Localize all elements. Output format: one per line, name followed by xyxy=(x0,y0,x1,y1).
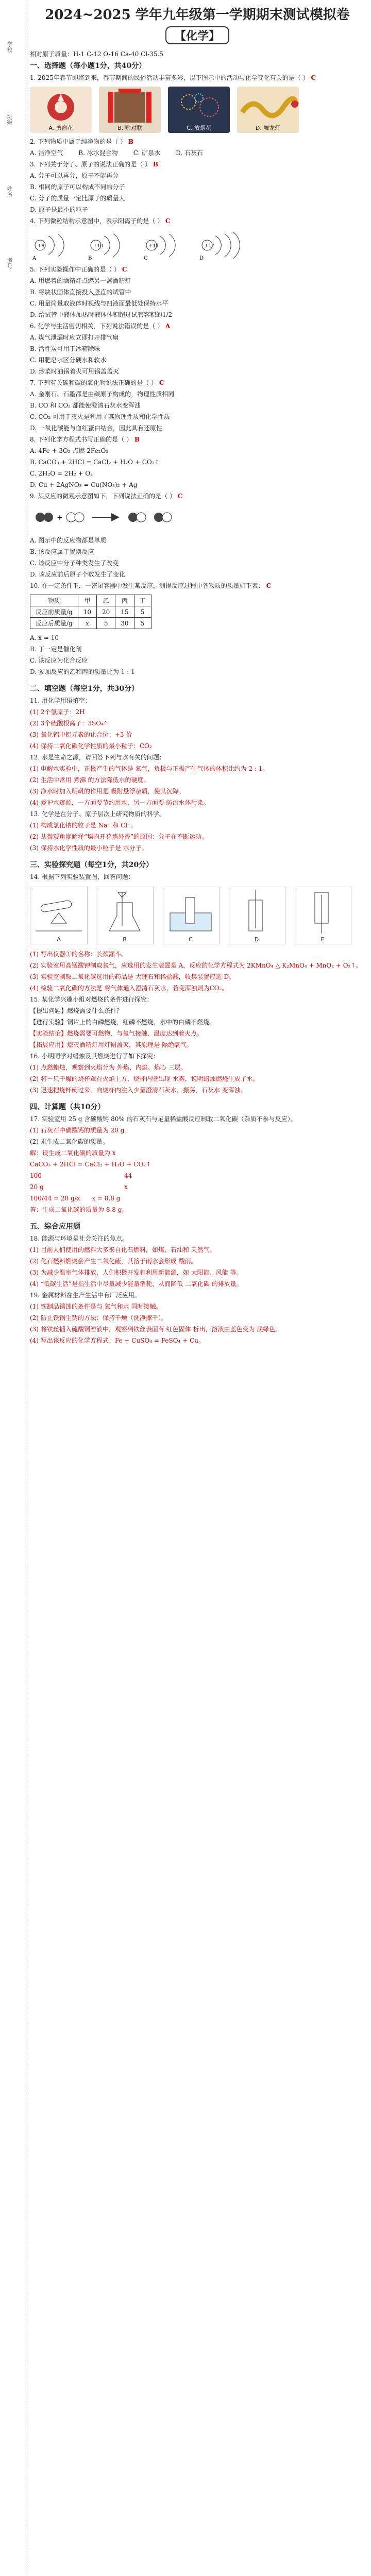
option-a: A. 洁净空气 xyxy=(30,149,63,157)
option-d: D. 石灰石 xyxy=(176,149,203,157)
answer-line: 【实验结论】燃烧需要可燃物、与氧气接触、温度达到着火点。 xyxy=(30,1030,204,1037)
question-1-text: 1. 2025年春节即将到来，春节期间的民俗活动丰富多彩，以下图示中的活动与化学变化有关的是（ ） xyxy=(30,74,309,81)
table-header: 丙 xyxy=(115,595,134,606)
answer-line: (2) 求生成二氧化碳的质量。 xyxy=(30,1138,109,1145)
table-header: 物质 xyxy=(30,595,78,606)
option-line: D. 给试管中液体加热时液体体积超过试管容积的1/2 xyxy=(30,311,173,318)
svg-text:+: + xyxy=(57,514,63,522)
answer-line: CaCO₃ + 2HCl = CaCl₂ + H₂O + CO₂↑ xyxy=(30,1161,151,1168)
flask-funnel-icon xyxy=(96,887,153,936)
answer-line: (4) 写出该反应的化学方程式：Fe + CuSO₄ = FeSO₄ + Cu。 xyxy=(30,1337,205,1344)
apparatus-label: D xyxy=(254,936,259,943)
option-line: B. CaCO₃ + 2HCl = CaCl₂ + H₂O + CO₂↑ xyxy=(30,459,160,466)
table-header: 丁 xyxy=(134,595,151,606)
svg-text:+11: +11 xyxy=(149,244,159,249)
question-2-options xyxy=(30,147,365,159)
apparatus-row xyxy=(30,887,365,944)
question-6-text: 6. 化学与生活密切相关，下列说法错误的是（ ） xyxy=(30,323,164,330)
option-line: D. Cu + 2AgNO₃ = Cu(NO₃)₂ + Ag xyxy=(30,481,138,488)
section-5-title: 五、综合应用题 xyxy=(30,1223,80,1231)
question-4-answer: C xyxy=(165,217,171,225)
answer-line: (1) 构成氯化钠的粒子是 Na⁺ 和 Cl⁻。 xyxy=(30,822,137,829)
table-cell: 30 xyxy=(115,618,134,629)
answer-line: 100/44 = 20 g/x x = 8.8 g xyxy=(30,1195,121,1202)
table-cell: 5 xyxy=(134,606,151,618)
sidebar xyxy=(0,0,25,2576)
option-line: D. 参加反应的乙和丙的质量比为 1 : 1 xyxy=(30,668,135,675)
question-19-stem: 19. 金属材料在生产生活中有广泛应用。 xyxy=(30,1292,141,1299)
question-7-answer: C xyxy=(159,379,164,386)
question-7-stem xyxy=(30,377,365,388)
option-line: B. 丁一定是催化剂 xyxy=(30,646,82,653)
question-2-answer: B xyxy=(128,138,134,145)
answer-line: (3) 氧化铝中铝元素的化合价：+3 价 xyxy=(30,731,132,738)
upward-collection-icon xyxy=(228,887,285,936)
option-line: C. CO₂ 可用于灭火是利用了其物理性质和化学性质 xyxy=(30,413,171,420)
atom-diagram-a xyxy=(30,230,76,261)
option-line: A. 金刚石、石墨都是由碳原子构成的，物理性质相同 xyxy=(30,391,175,398)
question-7-text: 7. 下列有关碳和碳的氧化物说法正确的是（ ） xyxy=(30,379,158,386)
option-line: C. 分子的质量一定比原子的质量大 xyxy=(30,195,125,202)
question-9-answer: C xyxy=(177,493,183,500)
question-2-stem xyxy=(30,136,365,147)
figure-dragon-dance xyxy=(237,87,299,133)
question-16-stem: 16. 小明同学对蜡烛及其燃烧进行了如下探究： xyxy=(30,1053,159,1060)
answer-line: (2) 化石燃料燃烧会产生二氧化硫，其溶于雨水会形成 酸雨。 xyxy=(30,1258,197,1265)
option-line: A. 图示中的反应物都是单质 xyxy=(30,537,107,544)
question-3-text: 3. 下列关于分子、原子的说法正确的是（ ） xyxy=(30,161,151,168)
answer-line: (1) 铁制品锈蚀的条件是与 氧气和水 同时接触。 xyxy=(30,1303,162,1310)
table-row xyxy=(30,618,151,629)
answer-line: 解：设生成二氧化碳的质量为 x xyxy=(30,1149,116,1157)
apparatus-e xyxy=(294,887,351,944)
question-6-stem xyxy=(30,320,365,332)
question-1-answer: C xyxy=(311,74,316,81)
apparatus-b xyxy=(96,887,154,944)
answer-line: (2) 3个硫酸根离子：3SO₄²⁻ xyxy=(30,720,110,727)
atom-diagram-b xyxy=(86,230,132,261)
svg-text:C: C xyxy=(144,256,148,261)
figure-caption: B. 贴对联 xyxy=(117,125,142,131)
question-15-stem: 15. 某化学兴趣小组对燃烧的条件进行探究： xyxy=(30,996,153,1003)
option-line: A. 4Fe + 3O₂ 点燃 2Fe₂O₃ xyxy=(30,447,109,454)
section-3-title: 三、实验探究题（每空1分，共20分） xyxy=(30,861,154,869)
question-2-text: 2. 下列物质中属于纯净物的是（ ） xyxy=(30,138,127,145)
answer-line: (4) 保持二氧化碳化学性质的最小粒子：CO₂ xyxy=(30,742,152,750)
option-line: C. 用肥皂水区分硬水和软水 xyxy=(30,357,107,364)
question-9-text: 9. 某反应的微观示意图如下，下列说法正确的是（ ） xyxy=(30,493,176,500)
question-1-stem xyxy=(30,72,365,83)
molecule-reaction-diagram xyxy=(30,502,246,533)
apparatus-label: C xyxy=(189,936,193,943)
figure-caption: D. 舞龙灯 xyxy=(255,125,281,131)
option-line: C. 该反应中分子种类发生了改变 xyxy=(30,560,119,567)
figure-caption: C. 放烟花 xyxy=(187,125,211,131)
table-row xyxy=(30,606,151,618)
question-6-answer: A xyxy=(165,323,171,330)
option-line: B. 该反应属于置换反应 xyxy=(30,548,94,555)
sidebar-name-label: 姓名 xyxy=(6,185,13,197)
figure-paper-cutting xyxy=(30,87,92,133)
question-5-stem xyxy=(30,264,365,275)
answer-line: (3) 净水时加入明矾的作用是 吸附悬浮杂质，使其沉降。 xyxy=(30,788,185,795)
answer-line: (1) 2个氢原子：2H xyxy=(30,708,85,716)
figure-couplets xyxy=(99,87,161,133)
answer-line: (4) “低碳生活”是指生活中尽量减少能量消耗，从而降低 二氧化碳 的排放量。 xyxy=(30,1280,243,1287)
option-line: A. 分子可以再分，原子不能再分 xyxy=(30,172,119,179)
table-header-row xyxy=(30,595,151,606)
svg-text:+10: +10 xyxy=(93,244,103,249)
answer-line: (1) 写出仪器①的名称：长颈漏斗。 xyxy=(30,951,127,958)
option-line: D. 原子是最小的粒子 xyxy=(30,206,88,213)
svg-text:B: B xyxy=(88,256,92,261)
option-line: A. 用燃着的酒精灯点燃另一盏酒精灯 xyxy=(30,277,131,284)
option-c: C. 矿泉水 xyxy=(133,149,161,157)
answer-line: (3) 为减少温室气体排放，人们积极开发和利用新能源，如 太阳能、风能 等。 xyxy=(30,1269,243,1276)
question-1-figures xyxy=(30,87,365,133)
downward-collection-icon xyxy=(294,887,351,936)
apparatus-a xyxy=(30,887,88,944)
page-title: 2024~2025 学年九年级第一学期期末测试模拟卷 xyxy=(45,7,350,23)
question-8-answer: B xyxy=(134,436,140,443)
apparatus-d xyxy=(228,887,285,944)
apparatus-c xyxy=(162,887,220,944)
apparatus-label: E xyxy=(321,936,325,943)
section-1-title: 一、选择题（每小题1分，共40分） xyxy=(30,62,146,70)
apparatus-label: B xyxy=(123,936,127,943)
table-header: 甲 xyxy=(78,595,96,606)
question-10-stem xyxy=(30,580,365,591)
svg-text:A: A xyxy=(32,256,37,261)
question-10-text: 10. 在一定条件下，一密闭容器中发生某反应，测得反应过程中各物质的质量如下表： xyxy=(30,582,264,589)
atom-diagram-d xyxy=(197,230,243,261)
question-8-text: 8. 下列化学方程式书写正确的是（ ） xyxy=(30,436,133,443)
table-cell: 20 xyxy=(97,606,115,618)
figure-caption: A. 剪窗花 xyxy=(48,125,73,131)
answer-line: (2) 生活中常用 煮沸 的方法降低水的硬度。 xyxy=(30,776,150,784)
option-b: B. 冰水混合物 xyxy=(78,149,118,157)
option-line: D. 炒菜时油锅着火可用锅盖盖灭 xyxy=(30,368,119,375)
question-18-stem: 18. 能源与环境是社会关注的焦点。 xyxy=(30,1235,128,1242)
answer-line: (1) 石灰石中碳酸钙的质量为 20 g。 xyxy=(30,1127,131,1134)
answer-line: 20 g x xyxy=(30,1183,128,1191)
answer-line: (4) 检验二氧化碳的方法是 将气体通入澄清石灰水，若变浑浊则为CO₂。 xyxy=(30,985,228,992)
table-cell: 5 xyxy=(134,618,151,629)
question-4-text: 4. 下列微粒结构示意图中，表示阳离子的是（ ） xyxy=(30,217,164,225)
question-8-stem xyxy=(30,434,365,445)
question-5-answer: C xyxy=(122,266,127,273)
exam-content xyxy=(30,0,365,1346)
test-tube-heating-icon xyxy=(30,887,87,936)
subject-badge: 【化学】 xyxy=(165,26,229,44)
question-12-stem: 12. 水是生命之源，请回答下列与水有关的问题： xyxy=(30,754,165,761)
answer-line: (3) 实验室制取二氧化碳选用的药品是 大理石和稀盐酸，收集装置应选 D。 xyxy=(30,973,235,980)
answer-line: (4) 爱护水资源，一方面要节约用水，另一方面要 防治水体污染。 xyxy=(30,799,210,806)
answer-line: 【提出问题】燃烧需要什么条件？ xyxy=(30,1007,123,1014)
question-4-stem xyxy=(30,215,365,227)
answer-line: 答：生成二氧化碳的质量为 8.8 g。 xyxy=(30,1206,128,1213)
answer-line: (2) 防止铁锅生锈的方法：保持干燥（洗净擦干）。 xyxy=(30,1314,167,1321)
answer-line: (1) 点燃蜡烛，观察到火焰分为 外焰、内焰、焰心 三层。 xyxy=(30,1064,187,1071)
question-9-stem xyxy=(30,490,365,502)
table-cell: 10 xyxy=(78,606,96,618)
option-line: B. 相同的原子可以构成不同的分子 xyxy=(30,183,125,191)
atom-diagrams xyxy=(30,230,365,261)
option-line: C. 用量筒量取液体时视线与凹液面最低处保持水平 xyxy=(30,300,168,307)
answer-line: (1) 电解水实验中，正极产生的气体是 氧气，负极与正极产生气体的体积比约为 2 : 1。 xyxy=(30,765,269,772)
svg-text:+17: +17 xyxy=(205,244,214,249)
water-collection-icon xyxy=(162,887,219,936)
sidebar-class-label: 班级 xyxy=(6,113,13,125)
table-cell: x xyxy=(78,618,96,629)
table-cell: 反应后质量/g xyxy=(30,618,78,629)
svg-text:+8: +8 xyxy=(38,244,45,249)
table-header: 乙 xyxy=(97,595,115,606)
question-5-text: 5. 下列实验操作中正确的是（ ） xyxy=(30,266,121,273)
figure-fireworks xyxy=(168,87,230,133)
answer-line: (3) 将铁丝插入硫酸铜溶液中，观察到铁丝表面有 红色固体 析出，溶液由蓝色变为 浅绿色。 xyxy=(30,1326,282,1333)
answer-line: (2) 从微观角度解释“墙内开花墙外香”的原因：分子在不断运动。 xyxy=(30,833,208,840)
table-cell: 15 xyxy=(115,606,134,618)
question-10-answer: C xyxy=(266,582,272,589)
option-line: D. 该反应前后原子个数发生了变化 xyxy=(30,571,125,578)
answer-line: (3) 迅速把烧杯倒过来，向烧杯内注入少量澄清石灰水，振荡，石灰水 变浑浊。 xyxy=(30,1087,247,1094)
atomic-masses: 相对原子质量：H-1 C-12 O-16 Ca-40 Cl-35.5 xyxy=(30,50,163,58)
option-line: B. 将块状固体直接投入竖直的试管中 xyxy=(30,289,131,296)
mass-table xyxy=(30,595,151,629)
answer-line: (1) 目前人们使用的燃料大多来自化石燃料，如煤、石油和 天然气。 xyxy=(30,1246,216,1253)
answer-line: 【拓展应用】熄灭酒精灯用灯帽盖灭，其原理是 隔绝氧气。 xyxy=(30,1041,193,1048)
answer-line: (3) 保持水化学性质的最小粒子是 水分子。 xyxy=(30,844,148,852)
sidebar-school-label: 学校 xyxy=(6,41,13,53)
answer-line: (2) 实验室用高锰酸钾制取氧气，应选用的发生装置是 A，反应的化学方程式为 2KMnO₄ △ K₂MnO₄ + MnO₂ + O₂↑。 xyxy=(30,962,362,969)
option-line: D. 一氧化碳能与血红蛋白结合，因此具有还原性 xyxy=(30,425,162,432)
option-line: A. 煤气泄漏时应立即打开排气扇 xyxy=(30,334,119,341)
option-line: B. CO 和 CO₂ 都能使澄清石灰水变浑浊 xyxy=(30,402,141,409)
section-2-title: 二、填空题（每空1分，共30分） xyxy=(30,685,139,693)
svg-text:D: D xyxy=(199,256,204,261)
option-line: B. 活性炭可用于冰箱除味 xyxy=(30,345,100,352)
question-17-stem: 17. 实验室用 25 g 含碳酸钙 80% 的石灰石与足量稀盐酸反应制取二氧化碳（杂质不参与反应）。 xyxy=(30,1115,297,1123)
question-3-stem xyxy=(30,159,365,170)
apparatus-label: A xyxy=(57,936,61,943)
answer-line: (2) 将一只干燥的烧杯罩在火焰上方，烧杯内壁出现 水雾，说明蜡烛燃烧生成了水。 xyxy=(30,1075,259,1082)
sidebar-id-label: 考号 xyxy=(6,258,13,269)
atom-diagram-c xyxy=(141,230,188,261)
question-14-stem: 14. 根据下列实验装置图，回答问题： xyxy=(30,873,134,880)
option-line: C. 该反应为化合反应 xyxy=(30,657,88,664)
question-11-stem: 11. 用化学用语填空： xyxy=(30,697,91,704)
option-line: A. x = 10 xyxy=(30,634,59,641)
table-cell: 5 xyxy=(97,618,115,629)
answer-line: 【进行实验】铜片上的白磷燃烧，红磷不燃烧，水中的白磷不燃烧。 xyxy=(30,1019,216,1026)
answer-line: 100 44 xyxy=(30,1172,132,1179)
section-4-title: 四、计算题（共10分） xyxy=(30,1103,105,1111)
option-line: C. 2H₂O = 2H₂ + O₂ xyxy=(30,470,93,477)
table-cell: 反应前质量/g xyxy=(30,606,78,618)
question-13-stem: 13. 化学是在分子、原子层次上研究物质的科学。 xyxy=(30,810,165,818)
question-3-answer: B xyxy=(153,161,159,168)
